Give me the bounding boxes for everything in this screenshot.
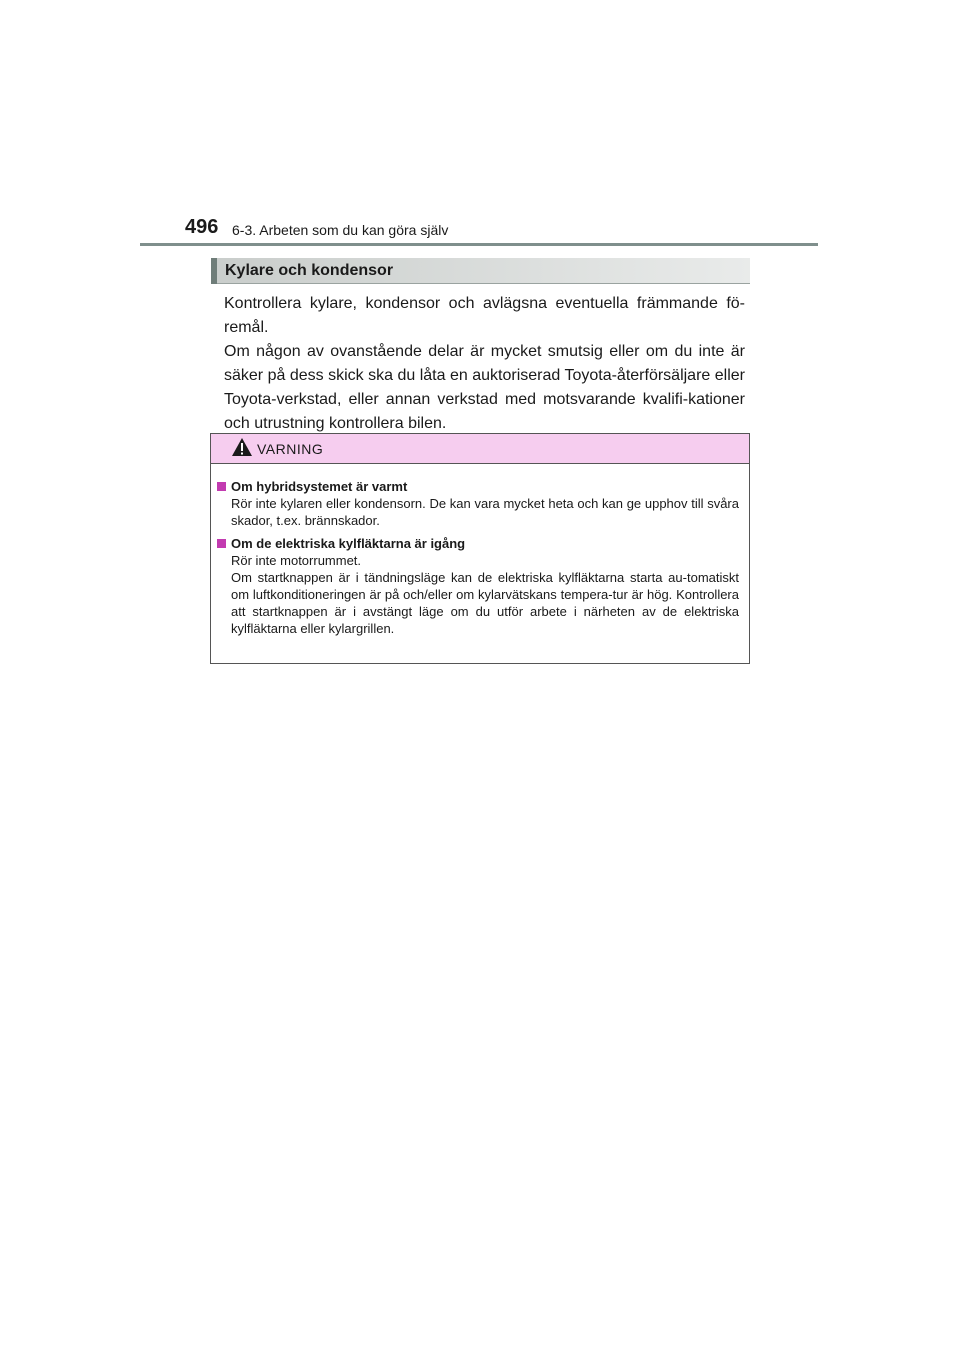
warning-item-title-text: Om de elektriska kylfläktarna är igång [231, 536, 466, 551]
warning-item-line: Rör inte kylaren eller kondensorn. De kan vara mycket heta och kan ge upphov till svåra skador, t.ex. brännskador. [231, 496, 739, 528]
warning-item-title [217, 478, 739, 495]
warning-box [210, 433, 750, 664]
warning-label: VARNING [257, 441, 324, 457]
paragraph: Om någon av ovanstående delar är mycket smutsig eller om du inte är säker på dess skick ska du låta en auktoriserad Toyota-återförsäljare eller Toyota-verkstad, eller annan verkstad med motsvarande kvalifi-kationer och utrustning kontrollera bilen. [224, 343, 745, 432]
chapter-title: 6-3. Arbeten som du kan göra själv [232, 222, 449, 238]
section-heading-bar [211, 258, 217, 284]
section-heading-label: Kylare och kondensor [225, 262, 394, 279]
warning-body [211, 464, 749, 637]
warning-item [217, 478, 739, 529]
warning-item-title-text: Om hybridsystemet är varmt [231, 479, 408, 494]
warning-item [217, 535, 739, 637]
paragraph: Kontrollera kylare, kondensor och avlägsna eventuella främmande fö-remål. [224, 295, 745, 336]
warning-item-line: Om startknappen är i tändningsläge kan de elektriska kylfläktarna starta au-tomatiskt om luftkonditioneringen är på och/eller om kylarvätskans tempera-tur är hög. Kontrollera att startknappen är i avstängt läge om du utför arbete i närheten av de elektriska kylfläktarna eller kylargrillen. [231, 570, 739, 636]
page-number: 496 [185, 216, 219, 238]
warning-header [211, 434, 749, 464]
warning-item-line: Rör inte motorrummet. [231, 553, 362, 568]
warning-item-title [217, 535, 739, 552]
warning-triangle-icon [231, 437, 253, 457]
body-text [224, 292, 745, 436]
warning-item-text [217, 495, 739, 529]
header-rule [140, 243, 818, 246]
section-heading [211, 258, 750, 284]
square-bullet-icon [217, 482, 226, 491]
square-bullet-icon [217, 539, 226, 548]
warning-item-text [217, 552, 739, 637]
